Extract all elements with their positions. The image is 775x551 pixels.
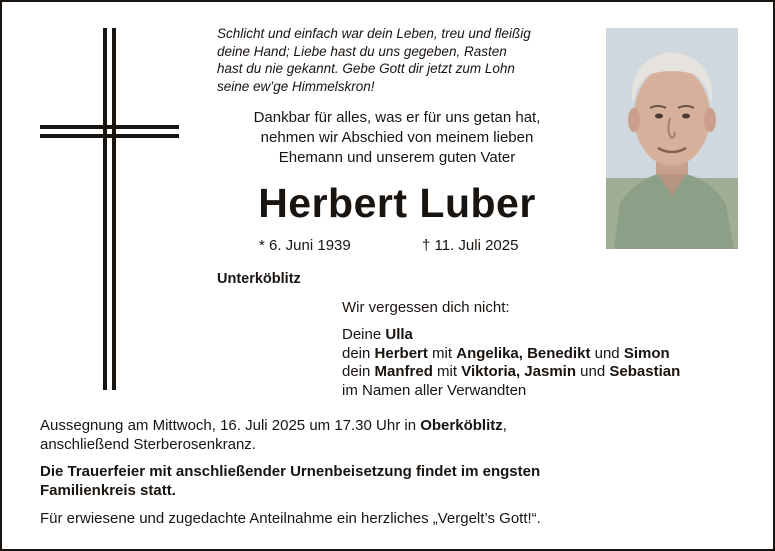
funeral-note: Die Trauerfeier mit anschließender Urnenbeisetzung findet im engsten Familienkreis statt.	[40, 463, 541, 499]
service-line: Aussegnung am Mittwoch, 16. Juli 2025 um 17.30 Uhr in Oberköblitz,	[40, 417, 507, 434]
mourner-line: dein Manfred mit Viktoria, Jasmin und Sebastian	[342, 363, 681, 380]
service-info	[40, 416, 760, 454]
residence: Unterköblitz	[217, 271, 301, 287]
poem-line: hast du nie gekannt. Gebe Gott dir jetzt zum Lohn	[217, 61, 515, 76]
intro-line: Ehemann und unserem guten Vater	[278, 149, 516, 166]
mourners-list	[342, 326, 680, 400]
thanks-line: Für erwiesene und zugedachte Anteilnahme ein herzliches „Vergelt’s Gott!“.	[40, 510, 541, 527]
intro-line: Dankbar für alles, was er für uns getan hat,	[253, 109, 541, 126]
service-line: anschließend Sterberosenkranz.	[40, 436, 256, 453]
poem-line: Schlicht und einfach war dein Leben, treu und fleißig	[217, 26, 531, 41]
death-date: † 11. Juli 2025	[422, 237, 519, 254]
mourner-line: Deine Ulla	[342, 326, 413, 343]
portrait-photo	[606, 28, 738, 249]
intro-line: nehmen wir Abschied von meinem lieben	[260, 129, 534, 146]
closing-line: Wir vergessen dich nicht:	[342, 299, 510, 316]
mourner-line: im Namen aller Verwandten	[342, 381, 527, 399]
mourner-line: dein Herbert mit Angelika, Benedikt und Simon	[342, 344, 670, 362]
intro-text	[202, 108, 592, 168]
poem-line: deine Hand; Liebe hast du uns gegeben, Rasten	[217, 43, 507, 59]
deceased-name: Herbert Luber	[258, 180, 536, 226]
poem	[217, 25, 597, 95]
poem-line: seine ew’ge Himmelskron!	[217, 78, 375, 94]
birth-date: * 6. Juni 1939	[259, 237, 351, 254]
